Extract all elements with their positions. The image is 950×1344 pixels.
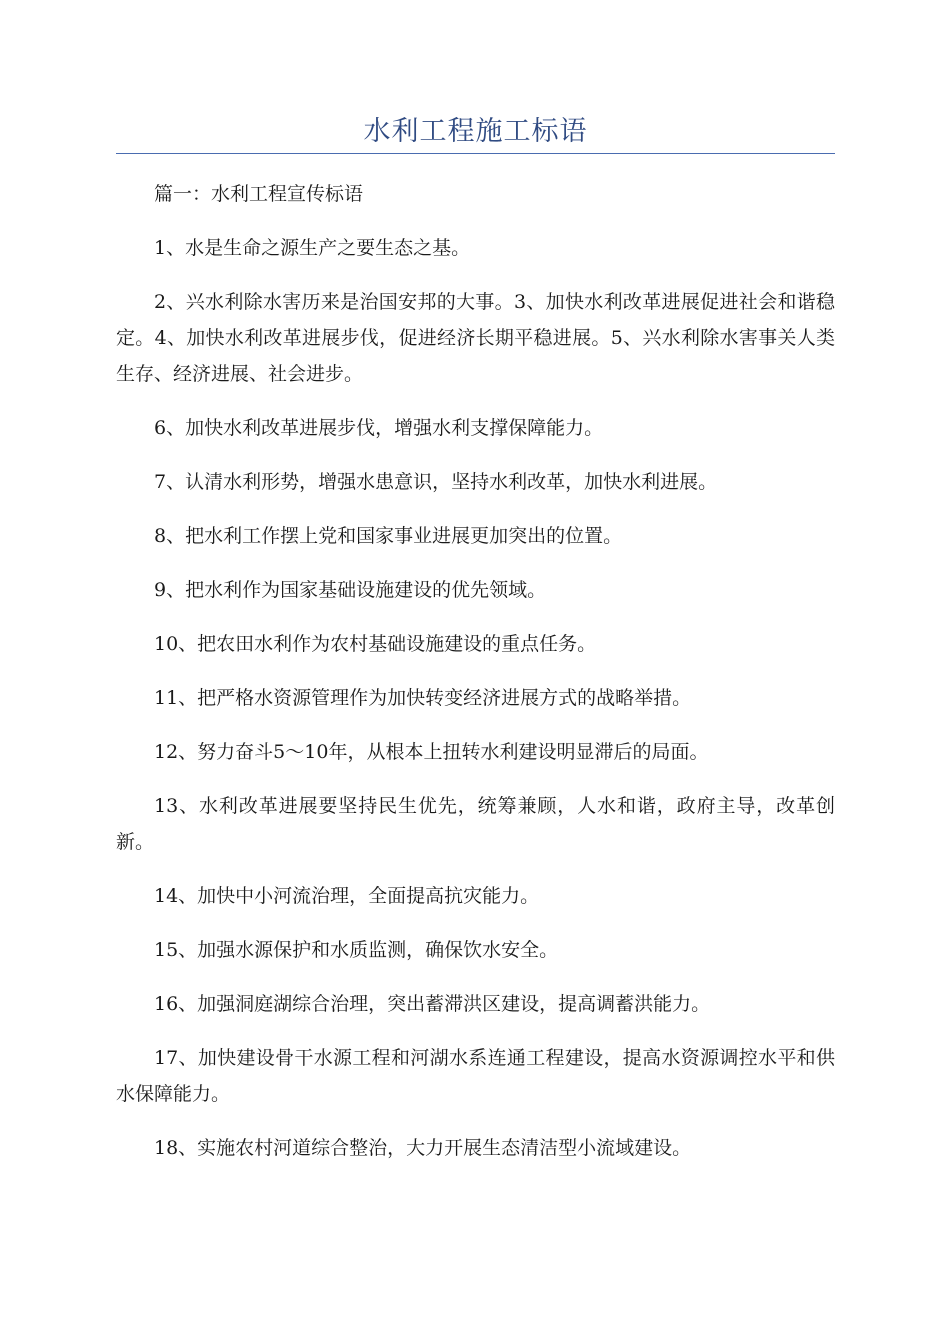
paragraph-slogan-9: 9、把水利作为国家基础设施建设的优先领域。 bbox=[154, 579, 547, 601]
paragraph-slogan-8: 8、把水利工作摆上党和国家事业进展更加突出的位置。 bbox=[154, 525, 623, 547]
paragraph-slogan-17: 17、加快建设骨干水源工程和河湖水系连通工程建设，提高水资源调控水平和供水保障能力。 bbox=[116, 1047, 835, 1105]
document-body bbox=[116, 176, 835, 1184]
paragraph-slogan-6: 6、加快水利改革进展步伐，增强水利支撑保障能力。 bbox=[154, 417, 604, 439]
paragraph-slogan-7: 7、认清水利形势，增强水患意识，坚持水利改革，加快水利进展。 bbox=[154, 471, 718, 493]
paragraph-slogan-10: 10、把农田水利作为农村基础设施建设的重点任务。 bbox=[154, 633, 597, 655]
paragraph-section-heading: 篇一：水利工程宣传标语 bbox=[154, 183, 364, 205]
paragraph-slogan-16: 16、加强洞庭湖综合治理，突出蓄滞洪区建设，提高调蓄洪能力。 bbox=[154, 993, 711, 1015]
paragraph-slogan-11: 11、把严格水资源管理作为加快转变经济进展方式的战略举措。 bbox=[154, 687, 692, 709]
paragraph-slogan-13: 13、水利改革进展要坚持民生优先，统筹兼顾，人水和谐，政府主导，改革创新。 bbox=[116, 795, 835, 853]
paragraph-slogan-15: 15、加强水源保护和水质监测，确保饮水安全。 bbox=[154, 939, 559, 961]
document-title: 水利工程施工标语 bbox=[363, 116, 588, 147]
paragraph-slogan-18: 18、实施农村河道综合整治，大力开展生态清洁型小流域建设。 bbox=[154, 1137, 692, 1159]
paragraph-slogan-1: 1、水是生命之源生产之要生态之基。 bbox=[154, 237, 471, 259]
paragraph-slogan-14: 14、加快中小河流治理，全面提高抗灾能力。 bbox=[154, 885, 540, 907]
paragraph-slogan-2-5: 2、兴水利除水害历来是治国安邦的大事。3、加快水利改革进展促进社会和谐稳定。4、加快水利改革进展步伐，促进经济长期平稳进展。5、兴水利除水害事关人类生存、经济进展、社会进步。 bbox=[116, 291, 835, 385]
title-divider bbox=[116, 153, 835, 154]
paragraph-slogan-12: 12、努力奋斗5～10年，从根本上扭转水利建设明显滞后的局面。 bbox=[154, 741, 709, 763]
